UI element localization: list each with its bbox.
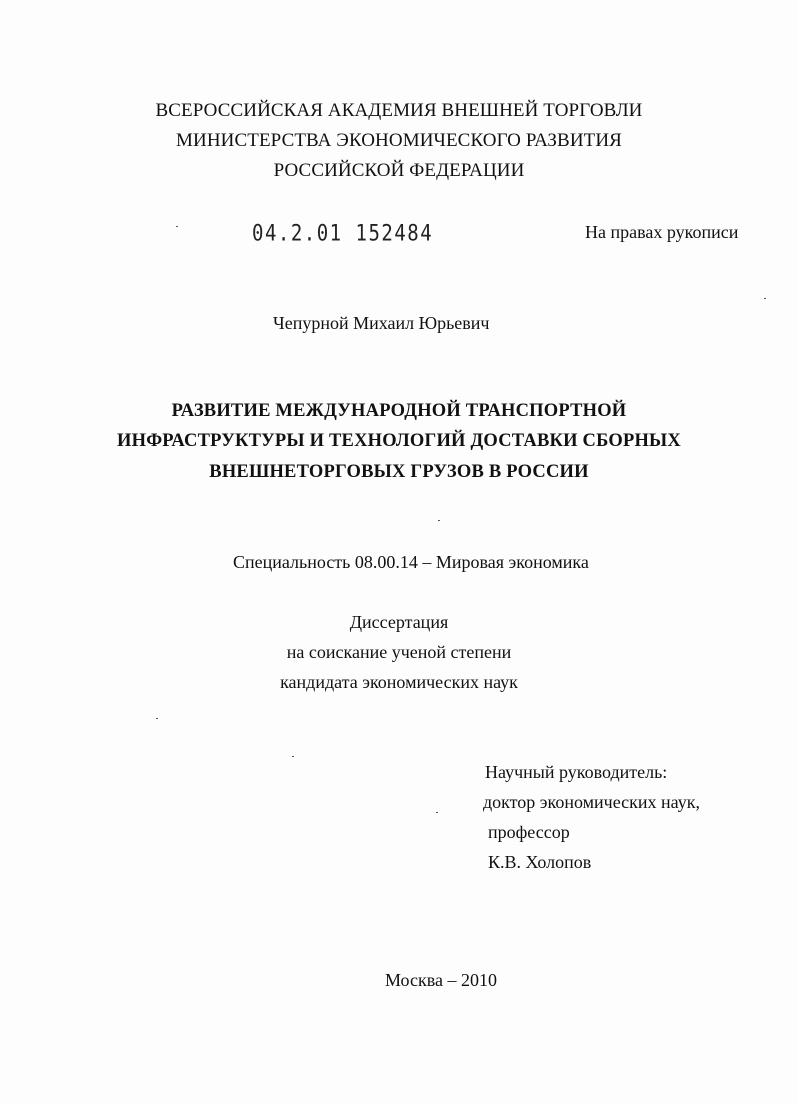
institution-line-3: РОССИЙСКОЙ ФЕДЕРАЦИИ <box>273 160 525 181</box>
specialty: Специальность 08.00.14 – Мировая экономика <box>233 552 589 572</box>
supervisor-degree: доктор экономических наук, <box>483 792 700 812</box>
registration-stamp: 04.2.01 152484 <box>252 221 434 247</box>
dissertation-label: Диссертация <box>349 612 449 632</box>
supervisor-title: профессор <box>488 822 570 842</box>
scan-speck <box>438 520 440 521</box>
scan-speck <box>156 718 158 719</box>
institution-line-1: ВСЕРОССИЙСКАЯ АКАДЕМИЯ ВНЕШНЕЙ ТОРГОВЛИ <box>155 100 643 121</box>
title-line-2: ИНФРАСТРУКТУРЫ И ТЕХНОЛОГИЙ ДОСТАВКИ СБОРНЫХ <box>117 431 681 451</box>
title-line-3: ВНЕШНЕТОРГОВЫХ ГРУЗОВ В РОССИИ <box>209 462 589 482</box>
scan-speck <box>176 226 178 227</box>
supervisor-name: К.В. Холопов <box>488 852 592 872</box>
degree-line-2: кандидата экономических наук <box>280 672 518 692</box>
scan-speck <box>292 756 294 757</box>
scan-speck <box>436 812 438 813</box>
title-line-1: РАЗВИТИЕ МЕЖДУНАРОДНОЙ ТРАНСПОРТНОЙ <box>171 401 627 421</box>
scan-speck <box>764 298 766 299</box>
author-name: Чепурной Михаил Юрьевич <box>273 313 490 333</box>
degree-line-1: на соискание ученой степени <box>286 642 512 662</box>
institution-line-2: МИНИСТЕРСТВА ЭКОНОМИЧЕСКОГО РАЗВИТИЯ <box>176 130 622 151</box>
manuscript-note: На правах рукописи <box>585 222 739 242</box>
supervisor-label: Научный руководитель: <box>485 762 668 782</box>
place-year: Москва – 2010 <box>385 970 497 990</box>
